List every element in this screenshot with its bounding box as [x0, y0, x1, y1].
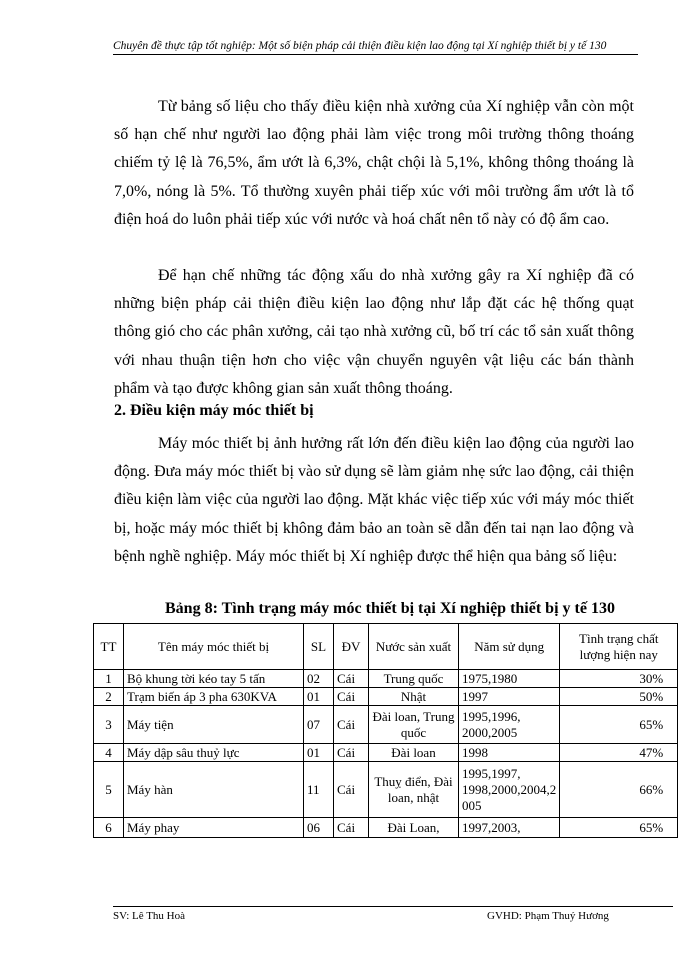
cell-country: Thuỵ điển, Đài loan, nhật	[369, 762, 459, 818]
cell-name: Máy tiện	[124, 706, 304, 744]
cell-qty: 01	[304, 688, 334, 706]
section-heading: 2. Điều kiện máy móc thiết bị	[114, 402, 314, 419]
page-header: Chuyên đề thực tập tốt nghiệp: Một số biện pháp cải thiện điều kiện lao động tại Xí nghiệp thiết bị y tế 130	[113, 40, 638, 55]
table-row	[94, 762, 678, 818]
cell-year: 1975,1980	[459, 670, 560, 688]
cell-country: Nhật	[369, 688, 459, 706]
cell-name: Máy dập sâu thuỷ lực	[124, 744, 304, 762]
table-header-row	[94, 624, 678, 670]
cell-condition: 50%	[560, 688, 678, 706]
footer-student: SV: Lê Thu Hoà	[113, 910, 185, 922]
cell-qty: 07	[304, 706, 334, 744]
footer-advisor: GVHD: Phạm Thuý Hương	[487, 910, 609, 922]
paragraph-1: Từ bảng số liệu cho thấy điều kiện nhà xưởng của Xí nghiệp vẫn còn một số hạn chế như người lao động phải làm việc trong môi trường thông thoáng chiếm tỷ lệ là 76,5%, ẩm ướt là 6,3%, chật chội là 5,1%, không thông thoáng là 7,0%, nóng là 5%. Tổ thường xuyên phải tiếp xúc với môi trường ẩm ướt là tổ điện hoá do luôn phải tiếp xúc với nước và hoá chất nên tổ này có độ ẩm cao.	[114, 98, 634, 228]
table-row	[94, 706, 678, 744]
paragraph-2: Để hạn chế những tác động xấu do nhà xưởng gây ra Xí nghiệp đã có những biện pháp cải thiện điều kiện lao động như lắp đặt các hệ thống quạt thông gió cho các phân xưởng, cải tạo nhà xưởng cũ, bố trí các tổ sản xuất thông với nhau thuận tiện hơn cho việc vận chuyển nguyên vật liệu các bán thành phẩm và tạo được không gian sản xuất thông thoáng.	[114, 267, 634, 397]
cell-unit: Cái	[334, 818, 369, 838]
cell-name: Máy hàn	[124, 762, 304, 818]
table-caption: Bảng 8: Tình trạng máy móc thiết bị tại Xí nghiệp thiết bị y tế 130	[165, 600, 615, 617]
cell-qty: 11	[304, 762, 334, 818]
cell-qty: 01	[304, 744, 334, 762]
table-row	[94, 670, 678, 688]
cell-condition: 66%	[560, 762, 678, 818]
header-qty: SL	[304, 624, 334, 670]
cell-qty: 02	[304, 670, 334, 688]
table-row	[94, 744, 678, 762]
cell-tt: 6	[94, 818, 124, 838]
table-row	[94, 688, 678, 706]
cell-unit: Cái	[334, 670, 369, 688]
cell-tt: 1	[94, 670, 124, 688]
cell-tt: 2	[94, 688, 124, 706]
header-year: Năm sử dụng	[459, 624, 560, 670]
cell-name: Bộ khung tời kéo tay 5 tấn	[124, 670, 304, 688]
header-name: Tên máy móc thiết bị	[124, 624, 304, 670]
cell-tt: 3	[94, 706, 124, 744]
cell-qty: 06	[304, 818, 334, 838]
cell-tt: 5	[94, 762, 124, 818]
paragraph-3: Máy móc thiết bị ảnh hưởng rất lớn đến điều kiện lao động của người lao động. Đưa máy móc thiết bị vào sử dụng sẽ làm giảm nhẹ sức lao động, cải thiện điều kiện làm việc của người lao động. Mặt khác việc tiếp xúc với máy móc thiết bị, hoặc máy móc thiết bị không đảm bảo an toàn sẽ dẫn đến tai nạn lao động và bệnh nghề nghiệp. Máy móc thiết bị Xí nghiệp được thể hiện qua bảng số liệu:	[114, 435, 634, 565]
cell-unit: Cái	[334, 706, 369, 744]
header-tt: TT	[94, 624, 124, 670]
cell-country: Đài loan	[369, 744, 459, 762]
cell-year: 1995,1996, 2000,2005	[459, 706, 560, 744]
table-row	[94, 818, 678, 838]
header-condition: Tình trạng chất lượng hiện nay	[560, 624, 678, 670]
cell-year: 1997,2003,	[459, 818, 560, 838]
cell-condition: 30%	[560, 670, 678, 688]
cell-condition: 47%	[560, 744, 678, 762]
cell-year: 1997	[459, 688, 560, 706]
cell-unit: Cái	[334, 762, 369, 818]
cell-year: 1998	[459, 744, 560, 762]
cell-unit: Cái	[334, 744, 369, 762]
cell-unit: Cái	[334, 688, 369, 706]
header-unit: ĐV	[334, 624, 369, 670]
cell-condition: 65%	[560, 706, 678, 744]
cell-country: Đài Loan,	[369, 818, 459, 838]
cell-country: Đài loan, Trung quốc	[369, 706, 459, 744]
header-country: Nước sản xuất	[369, 624, 459, 670]
cell-name: Trạm biến áp 3 pha 630KVA	[124, 688, 304, 706]
equipment-table	[93, 623, 678, 838]
cell-tt: 4	[94, 744, 124, 762]
cell-name: Máy phay	[124, 818, 304, 838]
page-footer	[113, 906, 673, 922]
cell-year: 1995,1997, 1998,2000,2004,2 005	[459, 762, 560, 818]
cell-country: Trung quốc	[369, 670, 459, 688]
cell-condition: 65%	[560, 818, 678, 838]
